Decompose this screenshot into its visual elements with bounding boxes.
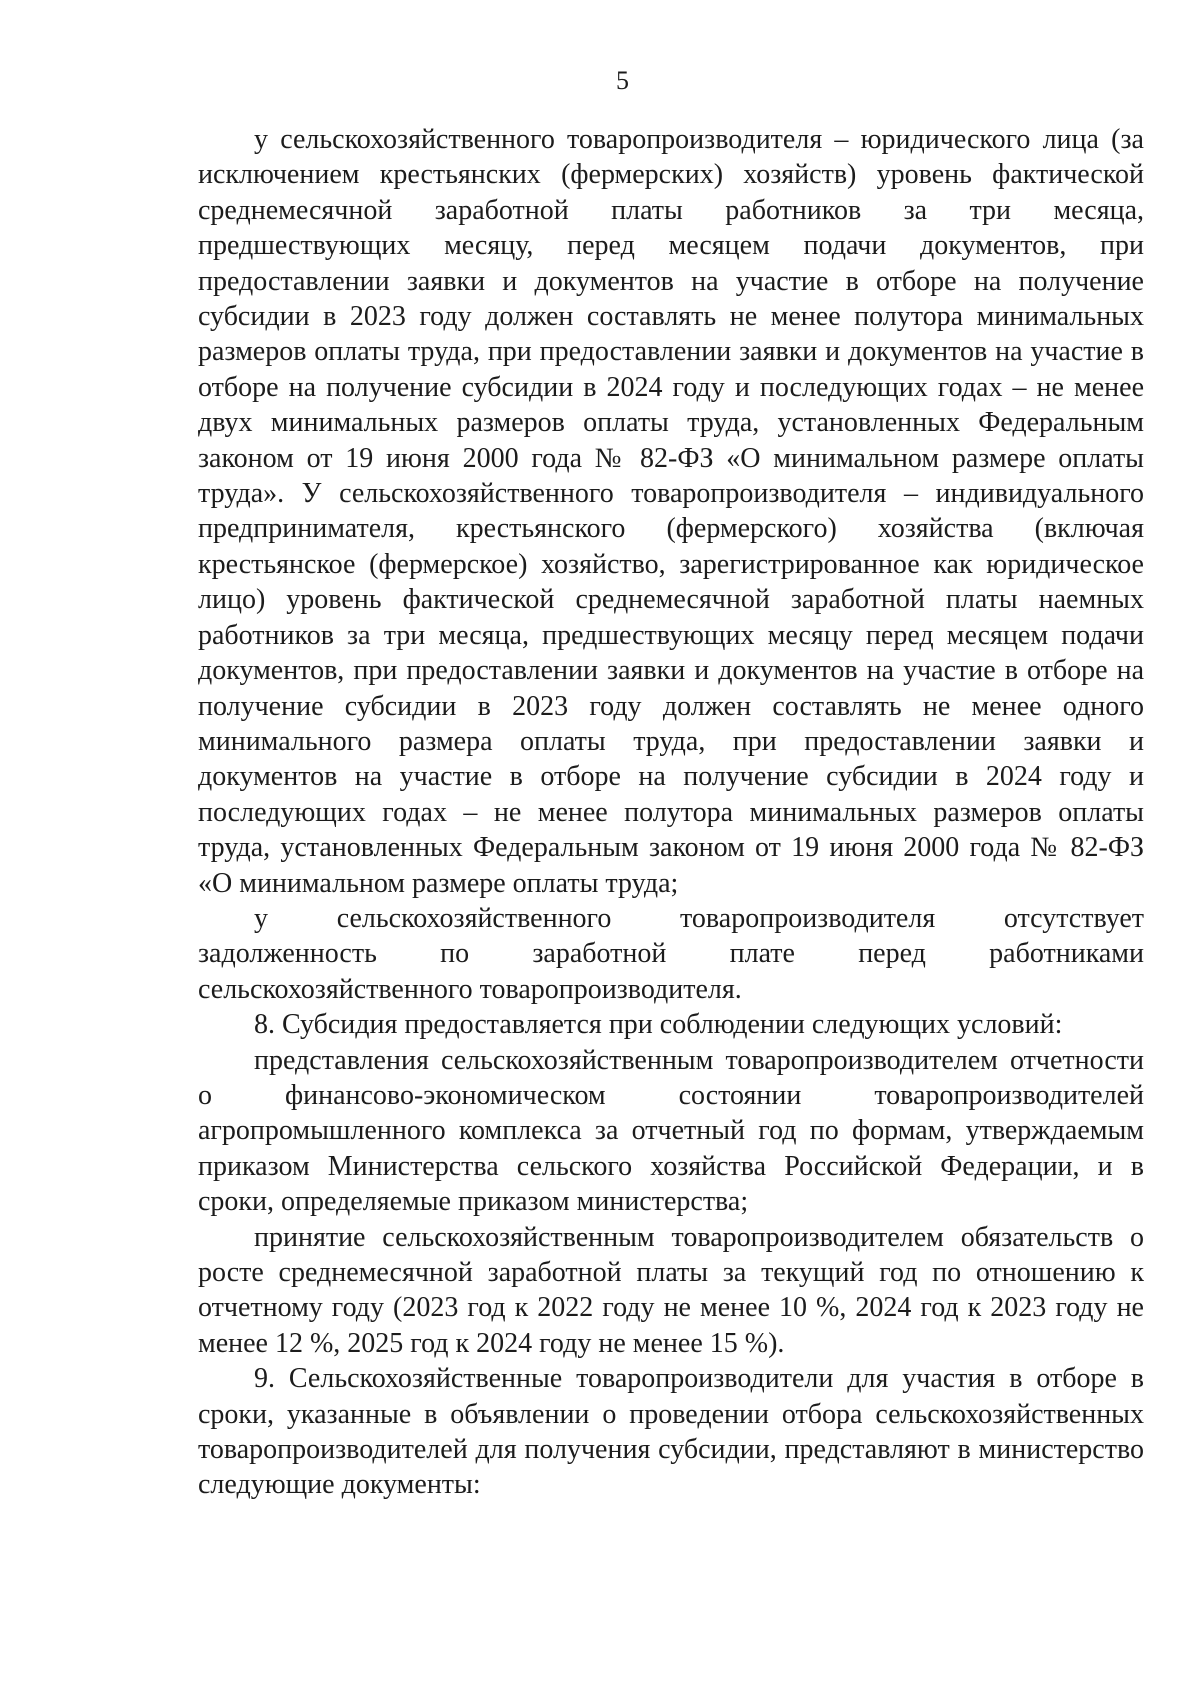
paragraph-no-wage-debt: у сельскохозяйственного товаропроизводителя отсутствует задолженность по заработной плате перед работниками сельскохозяйственного товаропроизводителя. xyxy=(198,902,1144,1005)
document-body xyxy=(198,122,1144,1503)
paragraph-item-8-conditions: 8. Субсидия предоставляется при соблюдении следующих условий: xyxy=(254,1009,1063,1041)
paragraph-reporting-condition: представления сельскохозяйственным товаропроизводителем отчетности о финансово-экономическом состоянии товаропроизводителей агропромышленного комплекса за отчетный год по формам, утверждаемым приказом Министерства сельского хозяйства Российской Федерации, и в сроки, определяемые приказом министерства; xyxy=(198,1044,1144,1218)
page-number: 5 xyxy=(616,66,629,95)
paragraph-wage-growth-obligation: принятие сельскохозяйственным товаропроизводителем обязательств о росте среднемесячной заработной платы за текущий год по отношению к отчетному году (2023 год к 2022 году не менее 10 %, 2024 год к 2023 году не менее 12 %, 2025 год к 2024 году не менее 15 %). xyxy=(198,1221,1144,1359)
paragraph-item-9-documents: 9. Сельскохозяйственные товаропроизводители для участия в отборе в сроки, указанные в объявлении о проведении отбора сельскохозяйственных товаропроизводителей для получения субсидии, представляют в министерство следующие документы: xyxy=(198,1363,1144,1501)
paragraph-wage-level-requirement: у сельскохозяйственного товаропроизводителя – юридического лица (за исключением крестьянских (фермерских) хозяйств) уровень фактической среднемесячной заработной платы работников за три месяца, предшествующих месяцу, перед месяцем подачи документов, при предоставлении заявки и документов на участие в отборе на получение субсидии в 2023 году должен составлять не менее полутора минимальных размеров оплаты труда, при предоставлении заявки и документов на участие в отборе на получение субсидии в 2024 году и последующих годах – не менее двух минимальных размеров оплаты труда, установленных Федеральным законом от 19 июня 2000 года № 82-ФЗ «О минимальном размере оплаты труда». У сельскохозяйственного товаропроизводителя – индивидуального предпринимателя, крестьянского (фермерского) хозяйства (включая крестьянское (фермерское) хозяйство, зарегистрированное как юридическое лицо) уровень фактической среднемесячной заработной платы наемных работников за три месяца, предшествующих месяцу перед месяцем подачи документов, при предоставлении заявки и документов на участие в отборе на получение субсидии в 2023 году должен составлять не менее одного минимального размера оплаты труда, при предоставлении заявки и документов на участие в отборе на получение субсидии в 2024 году и последующих годах – не менее полутора минимальных размеров оплаты труда, установленных Федеральным законом от 19 июня 2000 года № 82-ФЗ «О минимальном размере оплаты труда; xyxy=(198,124,1144,899)
